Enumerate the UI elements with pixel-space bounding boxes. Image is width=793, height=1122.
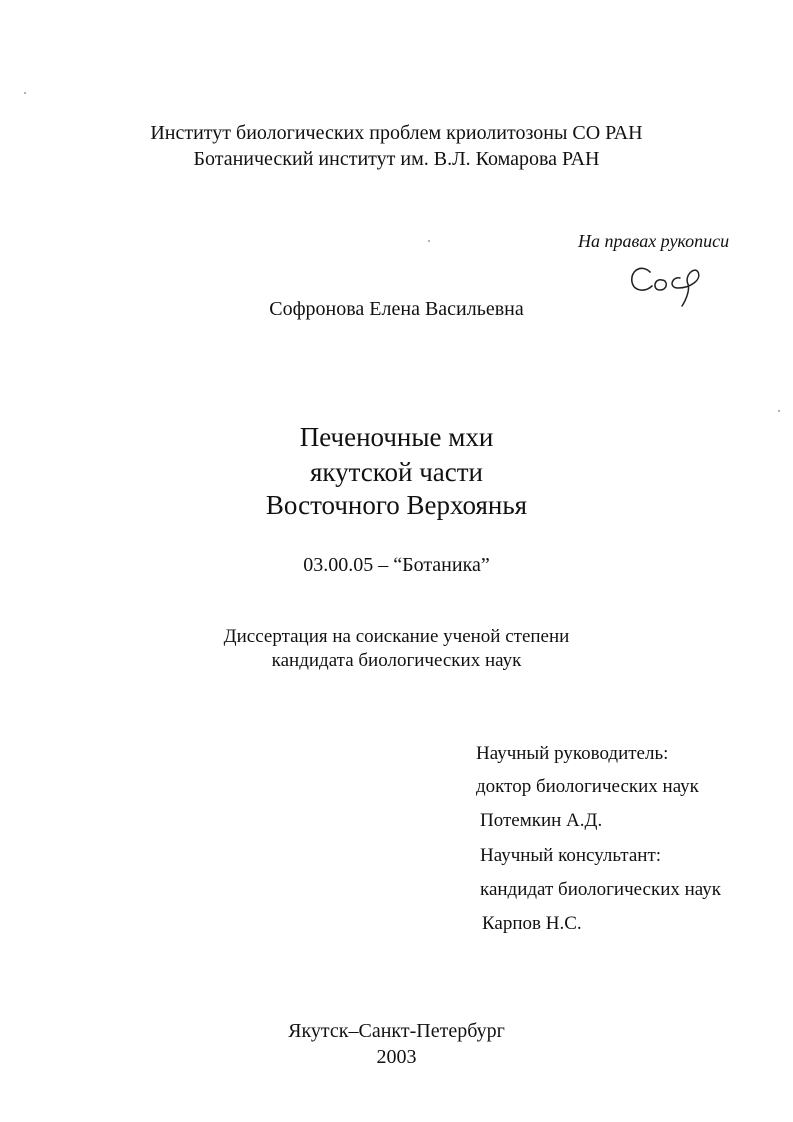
degree-line-1: Диссертация на соискание ученой степени [223,626,570,647]
title-line-2: якутской части [309,457,483,487]
consultant-name: Карпов Н.С. [482,913,582,934]
institute-line-2: Ботанический институт им. В.Л. Комарова РАН [193,148,600,170]
degree-line-2: кандидата биологических наук [271,650,522,671]
supervisor-degree: доктор биологических наук [476,776,699,797]
supervisor-heading: Научный руководитель: [476,743,669,764]
footer-city: Якутск–Санкт-Петербург [288,1020,505,1042]
scan-speck [428,240,430,242]
footer-year: 2003 [376,1046,417,1068]
consultant-heading: Научный консультант: [480,845,662,866]
specialty-code: 03.00.05 – “Ботаника” [303,554,490,576]
title-line-3: Восточного Верхоянья [265,490,528,520]
manuscript-note: На правах рукописи [578,231,730,251]
scan-speck [24,92,26,94]
author-name: Софронова Елена Васильевна [269,298,524,320]
scan-speck [778,410,780,412]
supervisor-name: Потемкин А.Д. [480,810,603,831]
consultant-degree: кандидат биологических наук [480,879,721,900]
institute-line-1: Институт биологических проблем криолитозоны СО РАН [150,122,643,144]
title-line-1: Печеночные мхи [299,422,494,452]
